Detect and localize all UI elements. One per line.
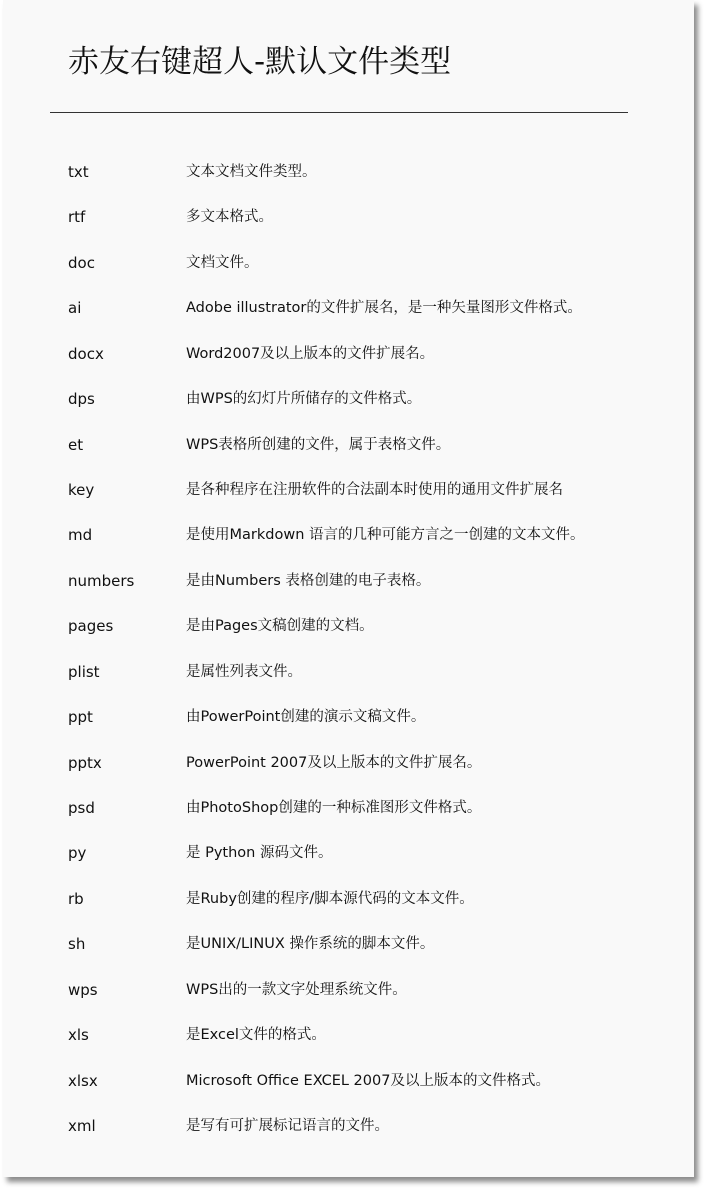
file-description: WPS出的一款文字处理系统文件。 (186, 981, 407, 998)
file-extension: plist (68, 662, 100, 681)
file-type-row (3, 1023, 683, 1047)
file-extension: psd (68, 799, 95, 818)
file-type-row (3, 251, 683, 275)
file-extension: dps (68, 390, 95, 409)
file-type-row (3, 978, 683, 1002)
file-extension: xml (68, 1117, 96, 1136)
file-description: 是Excel文件的格式。 (186, 1027, 326, 1044)
file-type-row (3, 841, 683, 865)
file-type-row (3, 887, 683, 911)
file-type-row (3, 1069, 683, 1093)
file-extension: rb (68, 889, 84, 908)
file-description: PowerPoint 2007及以上版本的文件扩展名。 (186, 754, 482, 771)
page-title: 赤友右键超人-默认文件类型 (68, 44, 452, 80)
file-type-row (3, 1114, 683, 1138)
file-description: 是属性列表文件。 (186, 663, 302, 680)
file-description: 文本文档文件类型。 (186, 164, 317, 180)
file-description: 由WPS的幻灯片所储存的文件格式。 (186, 391, 422, 408)
file-description: 是Ruby创建的程序/脚本源代码的文本文件。 (186, 890, 474, 907)
file-description: WPS表格所创建的文件，属于表格文件。 (186, 436, 451, 453)
file-description: 是使用Markdown 语言的几种可能方言之一创建的文本文件。 (186, 527, 585, 544)
file-description: 是UNIX/LINUX 操作系统的脚本文件。 (186, 936, 435, 953)
file-description: 由PowerPoint创建的演示文稿文件。 (186, 709, 426, 726)
file-extension: et (68, 435, 84, 454)
file-type-row (3, 660, 683, 684)
file-description: Adobe illustrator的文件扩展名，是一种矢量图形文件格式。 (186, 300, 582, 317)
file-description: Word2007及以上版本的文件扩展名。 (186, 345, 435, 362)
file-extension: key (68, 481, 95, 499)
file-extension: xls (68, 1026, 89, 1045)
file-description: 由PhotoShop创建的一种标准图形文件格式。 (186, 800, 482, 817)
file-description: Microsoft Office EXCEL 2007及以上版本的文件格式。 (186, 1072, 550, 1089)
file-type-row (3, 296, 683, 320)
file-type-row (3, 387, 683, 411)
file-extension: docx (68, 344, 104, 363)
file-description: 是各种程序在注册软件的合法副本时使用的通用文件扩展名 (186, 482, 563, 498)
file-description: 是由Pages文稿创建的文档。 (186, 618, 374, 635)
file-type-row (3, 205, 683, 229)
document-card (3, 0, 694, 1177)
file-extension: numbers (68, 571, 135, 590)
title-divider (50, 112, 628, 113)
file-type-row (3, 705, 683, 729)
file-extension: ppt (68, 708, 93, 727)
file-extension: doc (68, 253, 95, 272)
file-type-row (3, 932, 683, 956)
file-extension: pptx (68, 753, 102, 772)
file-type-row (3, 478, 683, 502)
file-type-row (3, 342, 683, 366)
file-extension: txt (68, 163, 89, 181)
file-type-row (3, 751, 683, 775)
file-description: 是由Numbers 表格创建的电子表格。 (186, 572, 431, 589)
file-extension: ai (68, 299, 82, 318)
file-type-row (3, 796, 683, 820)
file-type-row (3, 569, 683, 593)
file-type-row (3, 614, 683, 638)
file-extension: pages (68, 617, 114, 636)
file-extension: rtf (68, 208, 86, 227)
file-description: 文档文件。 (186, 254, 259, 271)
file-type-row (3, 523, 683, 547)
file-description: 是 Python 源码文件。 (186, 845, 333, 862)
file-extension: py (68, 844, 87, 863)
file-extension: md (68, 526, 93, 545)
file-extension: sh (68, 935, 86, 954)
file-type-row (3, 160, 683, 184)
file-description: 是写有可扩展标记语言的文件。 (186, 1118, 389, 1135)
file-extension: wps (68, 980, 98, 999)
file-description: 多文本格式。 (186, 209, 273, 226)
file-extension: xlsx (68, 1071, 98, 1090)
file-type-row (3, 433, 683, 457)
